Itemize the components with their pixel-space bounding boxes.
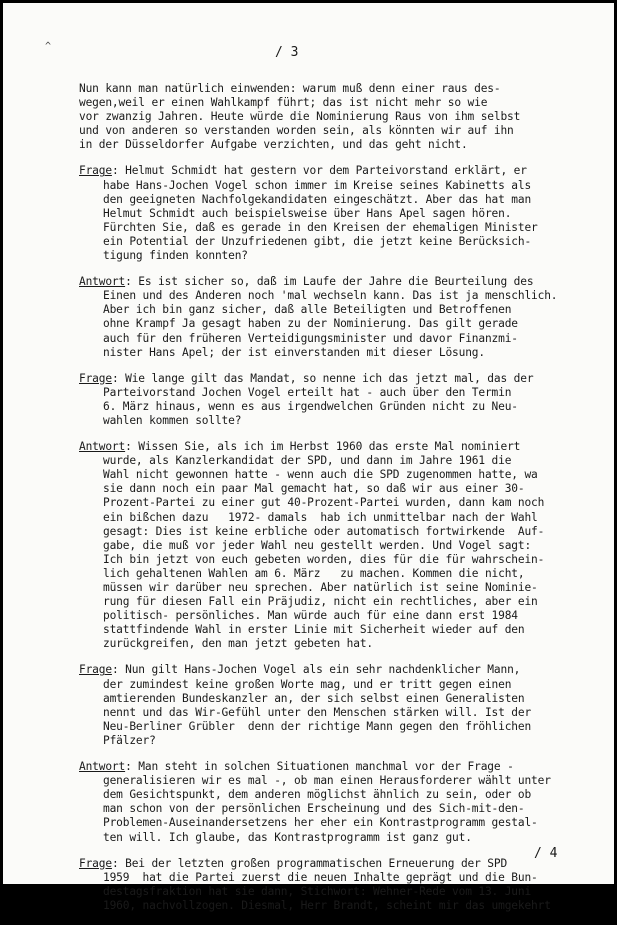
text-line: sie dann noch ein paar Mal gemacht hat, so daß wir aus einer 30-: [103, 482, 525, 496]
text-line: dem Gesichtspunkt, dem anderen möglichst ähnlich zu sein, oder ob: [103, 788, 532, 802]
text-line: 1959 hat die Partei zuerst die neuen Inhalte geprägt und die Bun-: [103, 870, 538, 884]
speaker-label: Antwort: [79, 760, 126, 774]
text-line: gabe, die muß vor jeder Wahl neu gestellt werden. Und Vogel sagt:: [103, 538, 532, 552]
text-line: ohne Krampf Ja gesagt haben zu der Nominierung. Das gilt gerade: [103, 317, 518, 331]
text-line: Fürchten Sie, daß es gerade in den Kreisen der ehemaligen Minister: [103, 220, 538, 234]
text-line: rung für diesen Fall ein Präjudiz, nicht ein rechtliches, aber ein: [103, 595, 538, 609]
speaker-label: Antwort: [79, 275, 126, 289]
text-line: ein Potential der Unzufriedenen gibt, die jetzt keine Berücksich-: [103, 234, 532, 248]
text-line: Ich bin jetzt von euch gebeten worden, dies für die für wahrschein-: [103, 552, 545, 566]
text-line: lich gehaltenen Wahlen am 6. März zu machen. Kommen die nicht,: [103, 566, 525, 580]
text-line: wahlen kommen sollte?: [103, 413, 242, 427]
page-number-top: / 3: [275, 45, 299, 60]
text-line: [79, 440, 614, 454]
line-text: : Man steht in solchen Situationen manchmal vor der Frage -: [125, 760, 514, 774]
text-line: nister Hans Apel; der ist einverstanden mit dieser Lösung.: [103, 345, 485, 359]
text-line: [79, 760, 614, 774]
text-line: [79, 275, 614, 289]
frage-paragraph: [79, 857, 614, 913]
text-line: auch für den früheren Verteidigungsminister und davor Finanzmi-: [103, 331, 518, 345]
line-text: : Bei der letzten großen programmatischen Erneuerung der SPD: [111, 856, 508, 870]
text-line: [79, 372, 614, 386]
text-line: habe Hans-Jochen Vogel schon immer im Kreise seines Kabinetts als: [103, 178, 532, 192]
text-paragraph: [79, 82, 614, 152]
text-line: Neu-Berliner Grübler denn der richtige Mann gegen den fröhlichen: [103, 719, 532, 733]
text-line: müssen wir darüber neu sprechen. Aber natürlich ist seine Nominie-: [103, 581, 538, 594]
text-line: nennt und das Wir-Gefühl unter den Menschen stärken will. Ist der: [103, 705, 532, 719]
page-number-bottom: / 4: [534, 846, 558, 861]
text-line: zurückgreifen, den man jetzt gebeten hat.: [103, 637, 374, 651]
speaker-label: Antwort: [79, 440, 126, 454]
speaker-label: Frage: [79, 663, 112, 677]
interview-text: [79, 82, 614, 925]
text-line: der zumindest keine großen Worte mag, und er tritt gegen einen: [103, 677, 512, 691]
line-text: : Wie lange gilt das Mandat, so nenne ich das jetzt mal, das der: [111, 371, 534, 385]
text-line: generalisieren wir es mal -, ob man einen Herausforderer wählt unter: [103, 774, 551, 788]
antwort-paragraph: [79, 760, 614, 845]
text-line: in der Düsseldorfer Aufgabe verzichten, und das geht nicht.: [79, 138, 468, 152]
text-line: politisch- persönliches. Man würde auch für eine dann erst 1984: [103, 609, 518, 623]
text-line: und von anderen so verstanden worden sein, als könnten wir auf ihn: [79, 124, 514, 138]
corner-mark: ^: [45, 41, 52, 52]
text-line: Problemen-Auseinandersetzens her eher ein Kontrastprogramm gestal-: [103, 816, 538, 830]
antwort-paragraph: [79, 275, 614, 360]
text-line: amtierenden Bundeskanzler an, der sich selbst einen Generalisten: [103, 691, 525, 705]
text-line: tigung finden konnten?: [103, 249, 248, 263]
document-page: [3, 3, 614, 912]
line-text: : Nun gilt Hans-Jochen Vogel als ein sehr nachdenklicher Mann,: [111, 663, 521, 677]
text-line: Parteivorstand Jochen Vogel erteilt hat - auch über den Termin: [103, 385, 512, 399]
text-line: ein bißchen dazu 1972- damals hab ich unmittelbar nach der Wahl: [103, 510, 538, 524]
text-line: Prozent-Partei zu einer gut 40-Prozent-Partei wurden, dann kam noch: [103, 496, 545, 510]
line-text: : Es ist sicher so, daß im Laufe der Jahre die Beurteilung des: [125, 275, 534, 289]
speaker-label: Frage: [79, 371, 112, 385]
text-line: vor zwanzig Jahren. Heute würde die Nominierung Raus von ihm selbst: [79, 110, 521, 124]
text-line: Wahl nicht gewonnen hatte - wenn auch die SPD zugenommen hatte, wa: [103, 468, 538, 482]
text-line: stattfindende Wahl in erster Linie mit Sicherheit wieder auf den: [103, 623, 525, 637]
text-line: wegen,weil er einen Wahlkampf führt; das ist nicht mehr so wie: [79, 96, 488, 110]
line-text: : Wissen Sie, als ich im Herbst 1960 das erste Mal nominiert: [125, 440, 521, 454]
antwort-paragraph: [79, 440, 614, 651]
text-line: gesagt: Dies ist keine erbliche oder automatisch fortwirkende Auf-: [103, 524, 545, 538]
line-text: : Helmut Schmidt hat gestern vor dem Parteivorstand erklärt, er: [111, 164, 527, 178]
text-line: [79, 663, 614, 677]
text-line: 1960, nachvollzogen. Diesmal, Herr Brandt, scheint mir das umgekehrt: [103, 898, 551, 912]
text-line: Pfälzer?: [103, 733, 156, 747]
text-line: wurde, als Kanzlerkandidat der SPD, und dann im Jahre 1961 die: [103, 454, 512, 468]
text-line: Aber ich bin ganz sicher, daß alle Beteiligten und Betroffenen: [103, 303, 512, 317]
text-line: 6. März hinaus, wenn es aus irgendwelchen Gründen nicht zu Neu-: [103, 399, 518, 413]
speaker-label: Frage: [79, 164, 112, 178]
frage-paragraph: [79, 372, 614, 428]
frage-paragraph: [79, 164, 614, 263]
text-line: [79, 164, 614, 178]
text-line: man schon von der persönlichen Erscheinung und des Sich-mit-den-: [103, 802, 525, 816]
text-line: ten will. Ich glaube, das Kontrastprogramm ist ganz gut.: [103, 830, 472, 844]
text-line: Einen und des Anderen noch 'mal wechseln kann. Das ist ja menschlich.: [103, 289, 558, 303]
text-line: Nun kann man natürlich einwenden: warum muß denn einer raus des-: [79, 82, 501, 95]
text-line: Helmut Schmidt auch beispielsweise über Hans Apel sagen hören.: [103, 206, 512, 220]
text-line: den geeigneten Nachfolgekandidaten eingeschätzt. Aber das hat man: [103, 192, 532, 206]
frage-paragraph: [79, 663, 614, 748]
speaker-label: Frage: [79, 856, 112, 870]
text-line: destagsfraktion hat sie dann, Stichwort: Wehner-Rede vom 13. Juni: [103, 884, 532, 898]
